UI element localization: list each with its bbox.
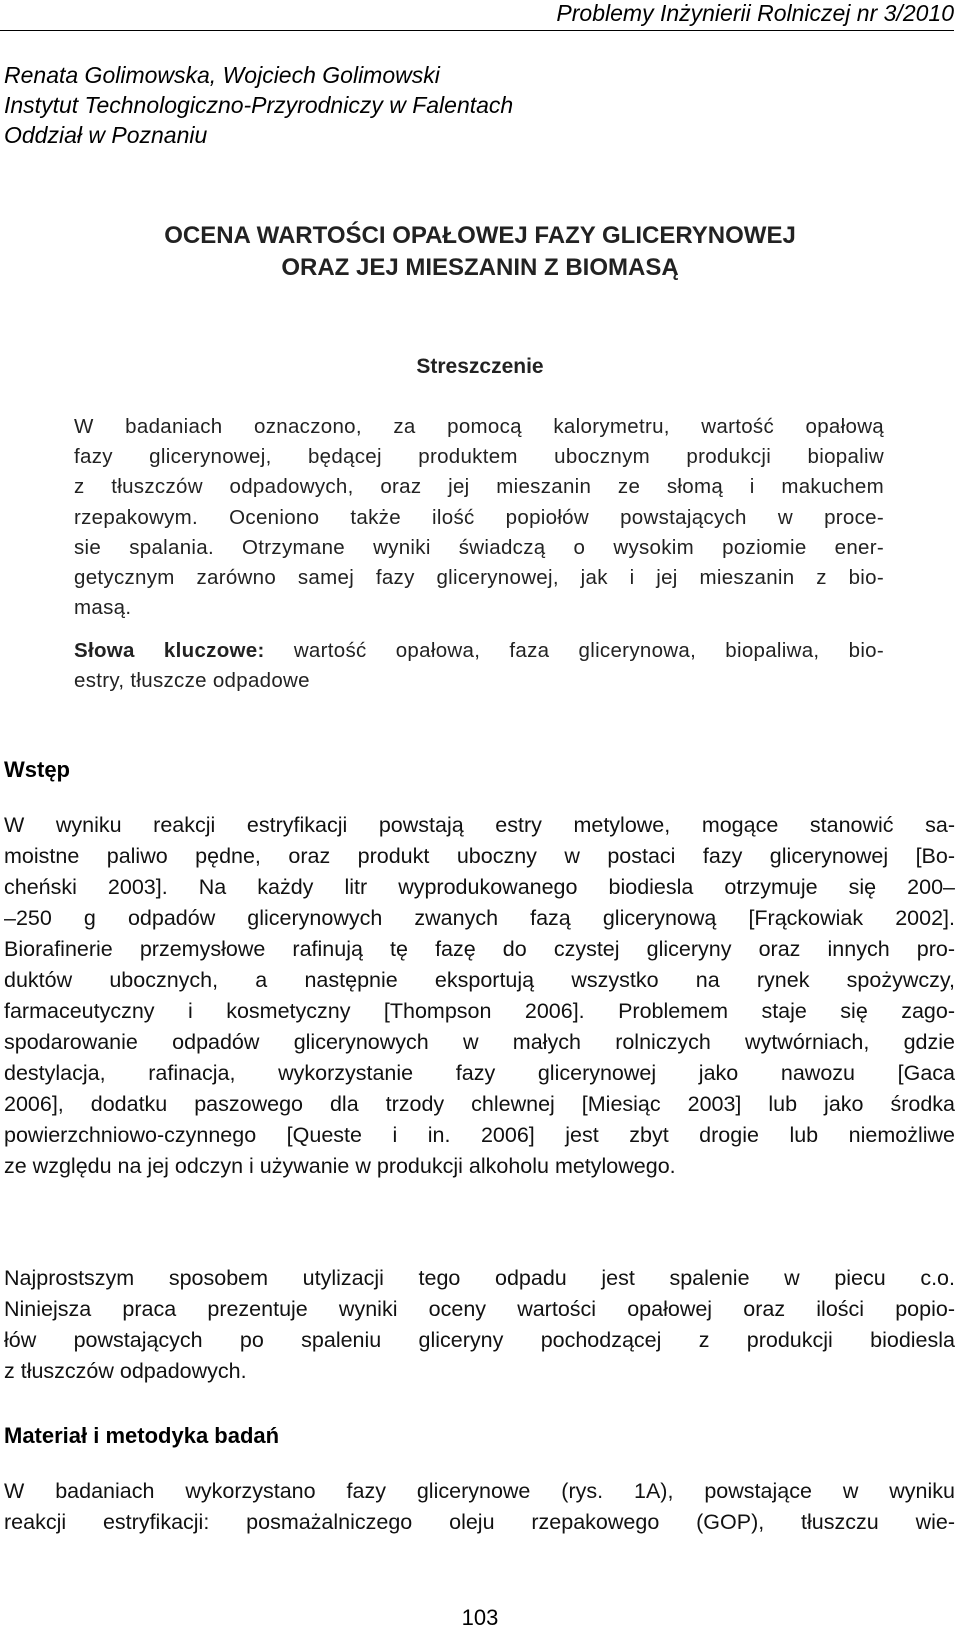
abstract-line: getycznym zarówno samej fazy glicerynowej, jak i jej mieszanin z bio- xyxy=(74,565,884,589)
body-line: destylacja, rafinacja, wykorzystanie fazy glicerynowej jako nawozu [Gaca xyxy=(4,1061,955,1085)
methods-heading: Materiał i metodyka badań xyxy=(4,1423,280,1448)
title-line: OCENA WARTOŚCI OPAŁOWEJ FAZY GLICERYNOWEJ xyxy=(164,222,796,249)
body-line: Biorafinerie przemysłowe rafinują tę fazę do czystej gliceryny oraz innych pro- xyxy=(4,937,955,961)
abstract-line: masą. xyxy=(74,596,132,620)
author-names: Renata Golimowska, Wojciech Golimowski xyxy=(4,62,440,88)
body-line: ze względu na jej odczyn i używanie w produkcji alkoholu metylowego. xyxy=(4,1154,676,1178)
body-line: 2006], dodatku paszowego dla trzody chlewnej [Miesiąc 2003] lub jako środka xyxy=(4,1092,955,1116)
intro-paragraph xyxy=(4,1263,955,1387)
paper-title xyxy=(0,220,960,284)
abstract-line: z tłuszczów odpadowych, oraz jej mieszanin ze słomą i makuchem xyxy=(74,475,884,499)
abstract-line: W badaniach oznaczono, za pomocą kalorymetru, wartość opałową xyxy=(74,415,884,438)
keywords-line xyxy=(74,636,884,666)
keywords-block xyxy=(74,636,884,696)
keywords-text: wartość opałowa, faza glicerynowa, biopaliwa, bio- xyxy=(293,639,885,662)
author-block xyxy=(4,60,513,150)
intro-heading: Wstęp xyxy=(4,757,70,782)
abstract-line: rzepakowym. Oceniono także ilość popiołów powstających w proce- xyxy=(74,505,884,529)
abstract-heading: Streszczenie xyxy=(416,355,544,378)
author-institution: Instytut Technologiczno-Przyrodniczy w Falentach xyxy=(4,92,514,118)
body-line: powierzchniowo-czynnego [Queste i in. 2006] jest zbyt drogie lub niemożliwe xyxy=(4,1123,955,1147)
body-line: W wyniku reakcji estryfikacji powstają estry metylowe, mogące stanowić sa- xyxy=(4,813,955,837)
keywords-line: estry, tłuszcze odpadowe xyxy=(74,669,310,693)
body-line: Najprostszym sposobem utylizacji tego odpadu jest spalenie w piecu c.o. xyxy=(4,1266,955,1290)
body-line: W badaniach wykorzystano fazy glicerynowe (rys. 1A), powstające w wyniku xyxy=(4,1479,955,1503)
abstract-line: fazy glicerynowej, będącej produktem ubocznym produkcji biopaliw xyxy=(74,445,884,469)
author-department: Oddział w Poznaniu xyxy=(4,122,208,148)
title-line: ORAZ JEJ MIESZANIN Z BIOMASĄ xyxy=(281,254,679,281)
abstract-text xyxy=(74,412,884,623)
page-number: 103 xyxy=(461,1605,499,1630)
methods-paragraph xyxy=(4,1476,955,1538)
body-line: moistne paliwo pędne, oraz produkt uboczny w postaci fazy glicerynowej [Bo- xyxy=(4,844,955,868)
body-line: spodarowanie odpadów glicerynowych w małych rolniczych wytwórniach, gdzie xyxy=(4,1030,955,1054)
body-line: Niniejsza praca prezentuje wyniki oceny wartości opałowej oraz ilości popio- xyxy=(4,1297,955,1321)
journal-header: Problemy Inżynierii Rolniczej nr 3/2010 xyxy=(0,0,954,31)
body-line: łów powstających po spaleniu gliceryny pochodzącej z produkcji biodiesla xyxy=(4,1328,955,1352)
abstract-line: sie spalania. Otrzymane wyniki świadczą o wysokim poziomie ener- xyxy=(74,535,884,559)
keywords-label: Słowa kluczowe: xyxy=(74,639,265,662)
body-line: cheński 2003]. Na każdy litr wyprodukowanego biodiesla otrzymuje się 200– xyxy=(4,875,955,899)
intro-paragraph xyxy=(4,810,955,1182)
body-line: farmaceutyczny i kosmetyczny [Thompson 2006]. Problemem staje się zago- xyxy=(4,999,955,1023)
body-line: –250 g odpadów glicerynowych zwanych fazą glicerynową [Frąckowiak 2002]. xyxy=(4,906,955,930)
body-line: z tłuszczów odpadowych. xyxy=(4,1359,247,1383)
body-line: reakcji estryfikacji: posmażalniczego oleju rzepakowego (GOP), tłuszczu wie- xyxy=(4,1510,955,1534)
body-line: duktów ubocznych, a następnie eksportują wszystko na rynek spożywczy, xyxy=(4,968,955,992)
